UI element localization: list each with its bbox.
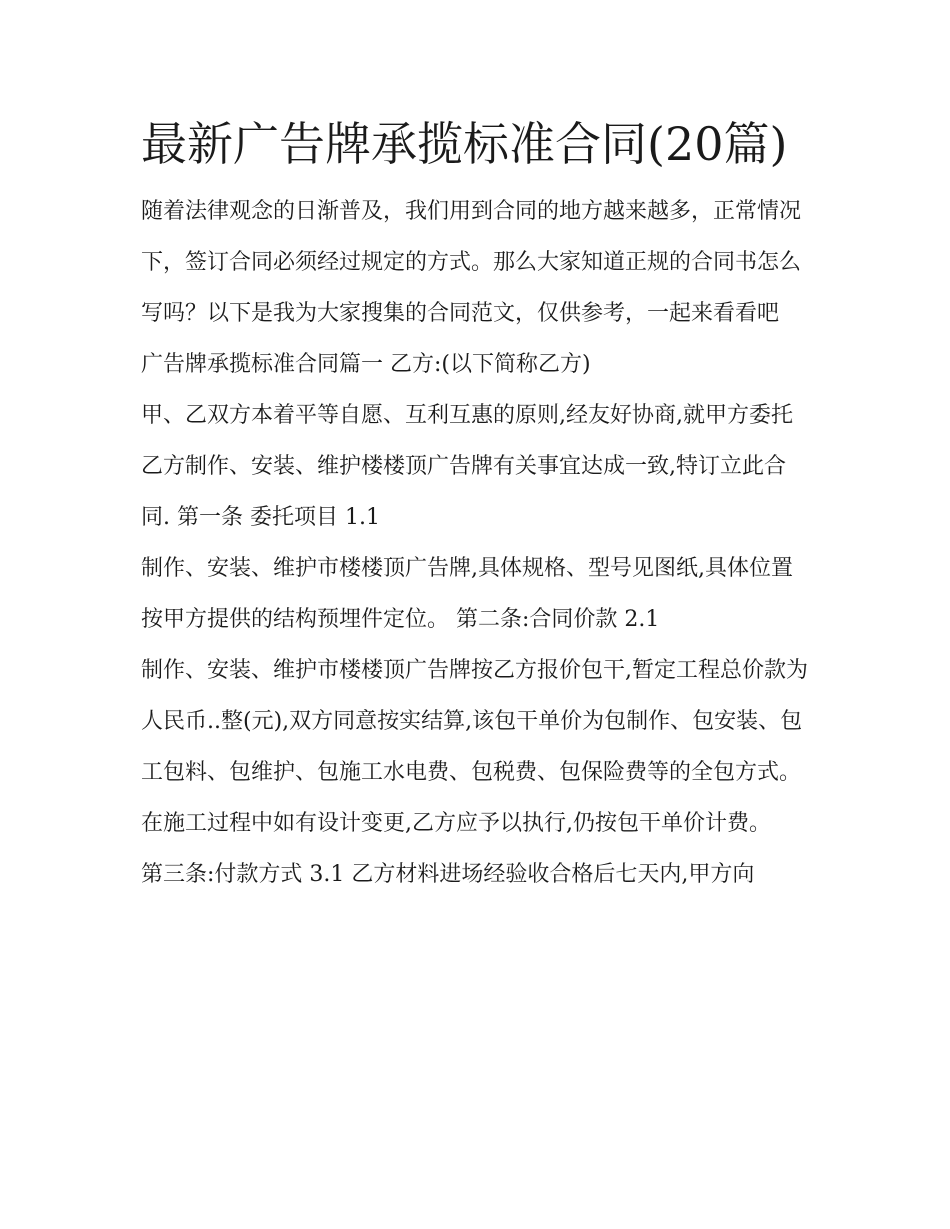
document-page [141, 112, 813, 900]
paragraph-article-3: 第三条:付款方式 3.1 乙方材料进场经验收合格后七天内,甲方向 [141, 862, 755, 887]
document-title: 最新广告牌承揽标准合同(20篇) [141, 117, 788, 171]
paragraph-preamble: 甲、乙双方本着平等自愿、互利互惠的原则,经友好协商,就甲方委托乙方制作、安装、维护楼楼顶广告牌有关事宜达成一致,特订立此合同. 第一条 委托项目 1.1 [141, 403, 793, 530]
paragraph-contract-heading: 广告牌承揽标准合同篇一 乙方:(以下简称乙方) [141, 352, 591, 377]
paragraph-intro: 随着法律观念的日渐普及，我们用到合同的地方越来越多，正常情况下，签订合同必须经过规定的方式。那么大家知道正规的合同书怎么写吗？以下是我为大家搜集的合同范文，仅供参考，一起来看看吧 [141, 199, 802, 326]
paragraph-article-2: 制作、安装、维护市楼楼顶广告牌按乙方报价包干,暂定工程总价款为人民币..整(元),双方同意按实结算,该包干单价为包制作、包安装、包工包料、包维护、包施工水电费、包税费、包保险费等的全包方式。在施工过程中如有设计变更,乙方应予以执行,仍按包干单价计费。 [141, 658, 808, 836]
paragraph-article-1: 制作、安装、维护市楼楼顶广告牌,具体规格、型号见图纸,具体位置按甲方提供的结构预埋件定位。 第二条:合同价款 2.1 [141, 556, 793, 632]
